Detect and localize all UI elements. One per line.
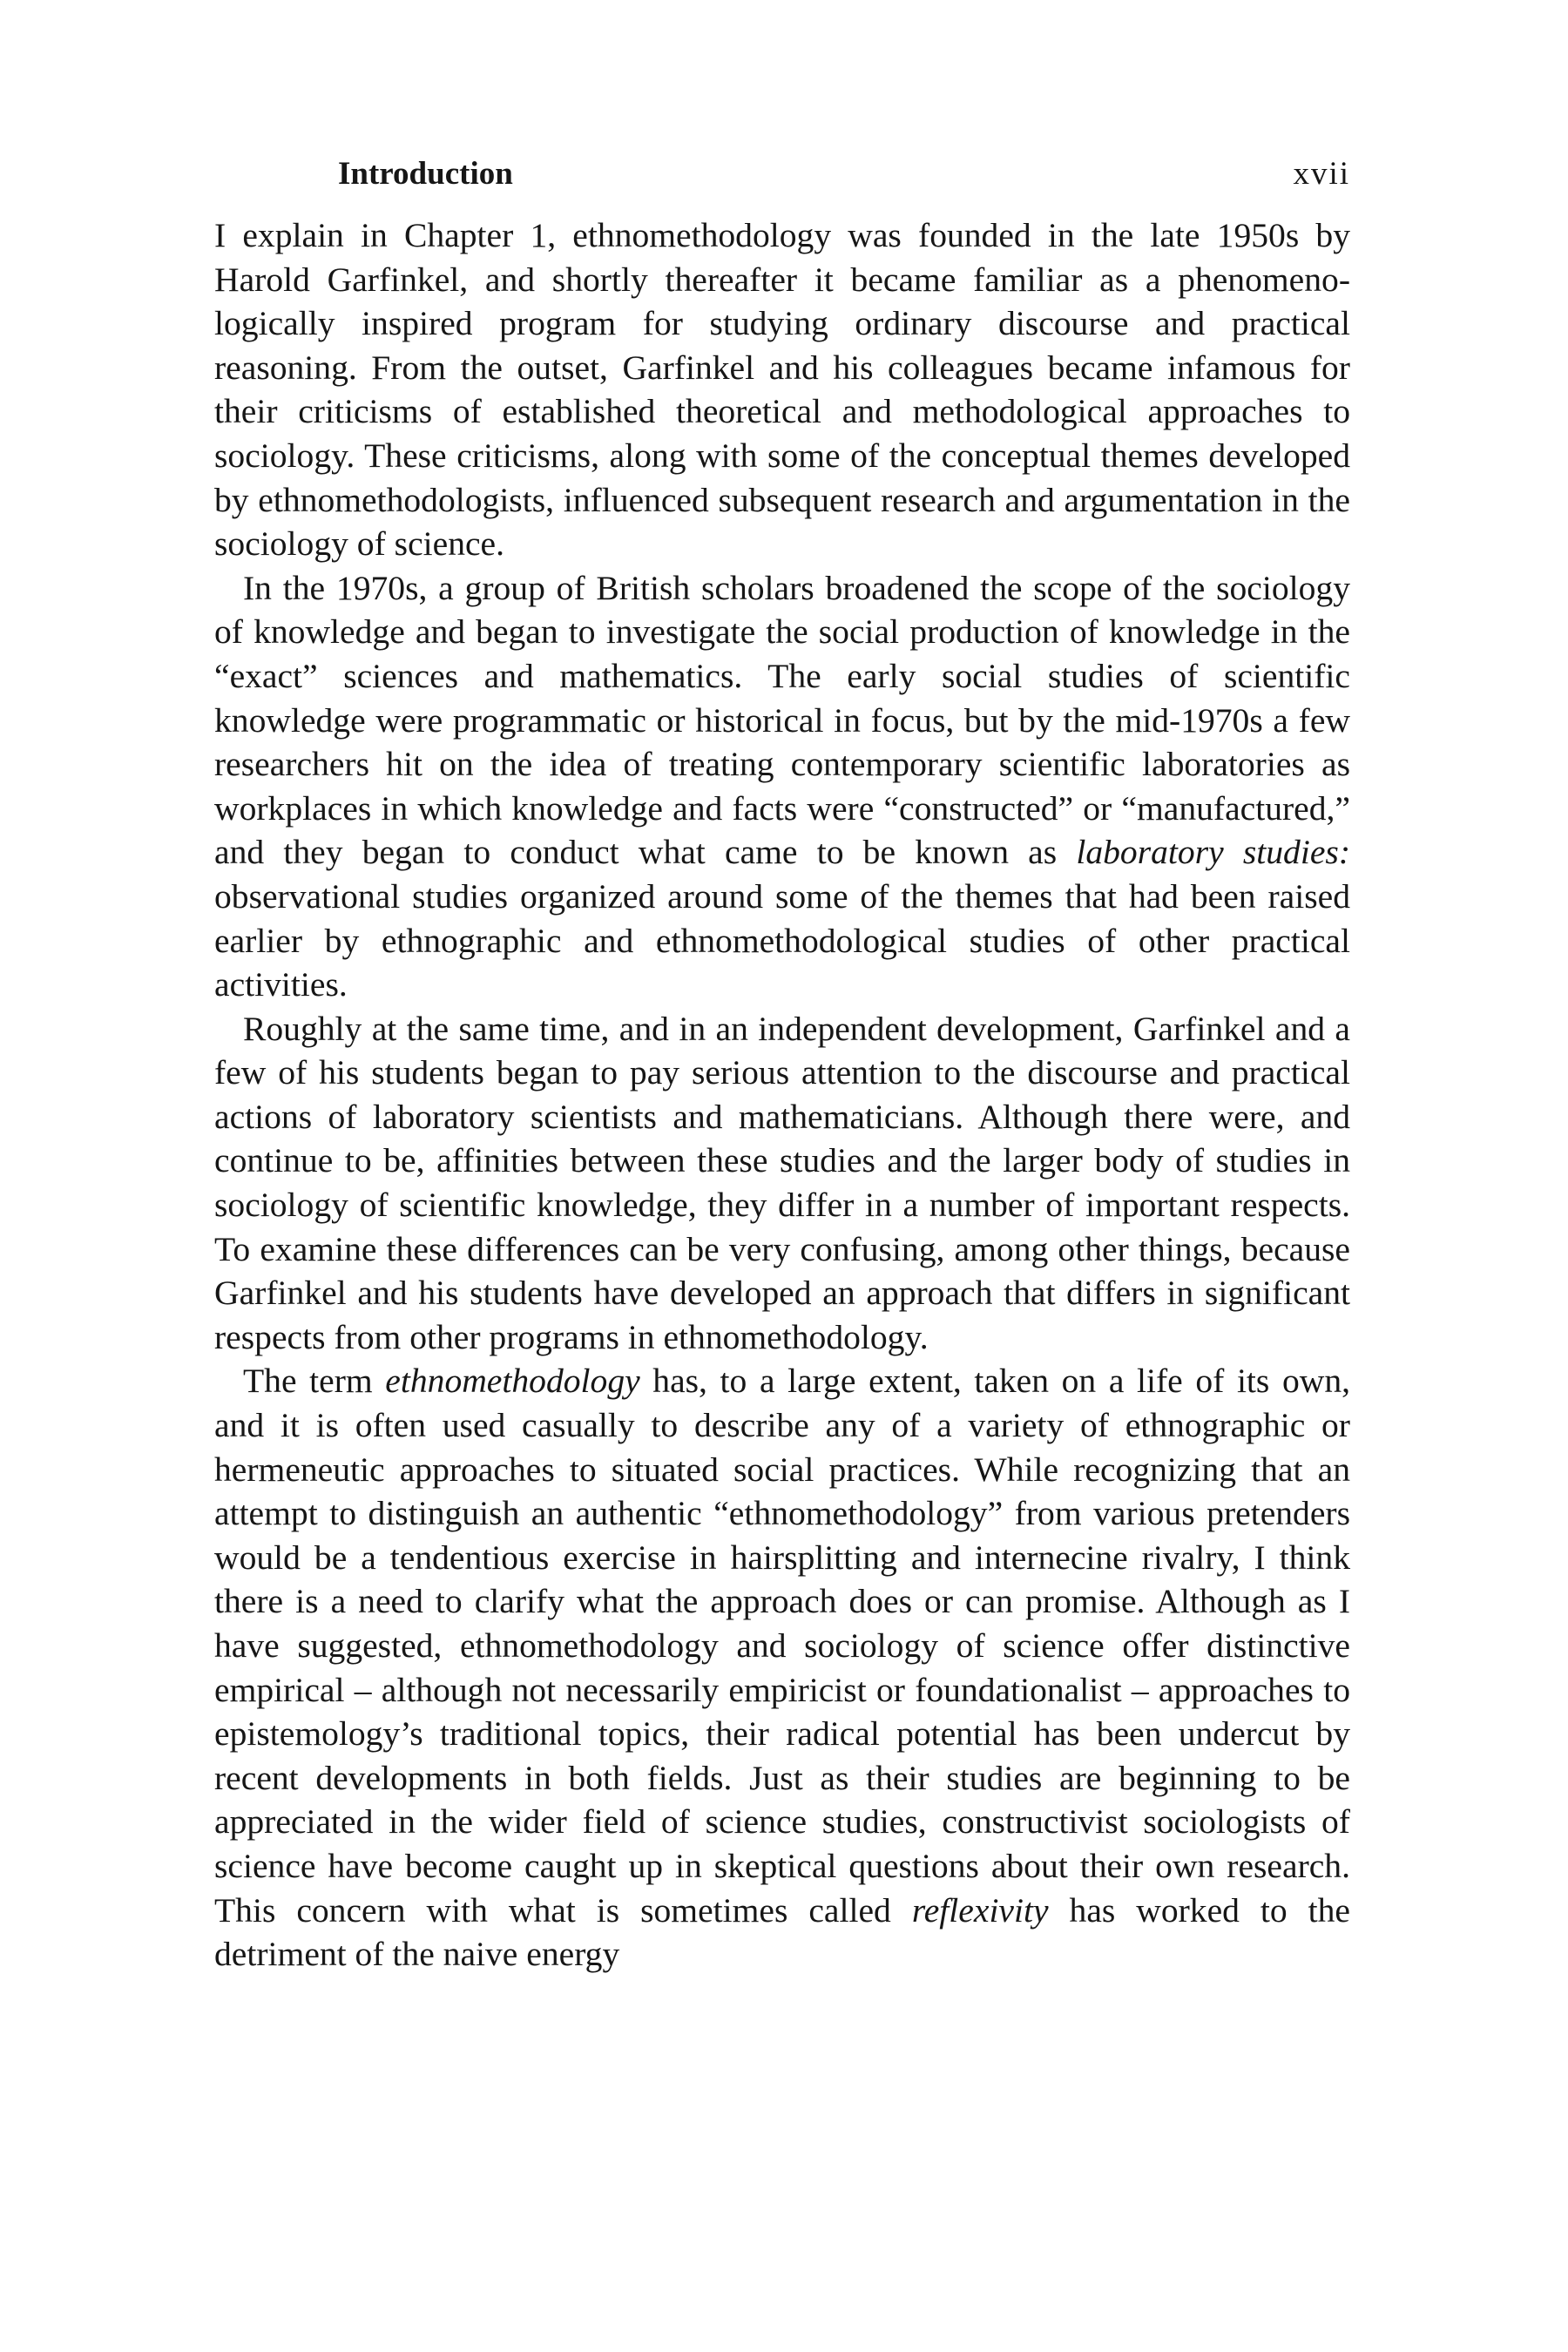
paragraph-2 <box>214 566 1350 1007</box>
paragraph-1: I explain in Chapter 1, ethnomethodology was founded in the late 1950s by Harold Garfinkel, and shortly thereafter it became familiar as a phenomenologically inspired program for studying ordinary discourse and practical reasoning. From the outset, Garfinkel and his colleagues became infamous for their criticisms of established theoretical and methodological approaches to sociology. These criticisms, along with some of the conceptual themes developed by ethnomethodologists, influenced subsequent research and argumentation in the sociology of science. <box>214 216 1350 564</box>
paragraph-2-emphasis: laboratory studies: <box>1076 833 1350 872</box>
page-number: xvii <box>1293 156 1350 192</box>
paragraph-4-text-middle: has, to a large extent, taken on a life of its own, and it is often used casually to describe any of a variety of ethnographic or hermeneutic approaches to situated social practices. While recognizing that an attempt to distinguish an authentic “ethnomethodology” from various pretenders would be a tendentious exercise in hairsplitting and internecine rivalry, I think there is a need to clarify what the approach does or can promise. Although as I have suggested, ethnomethodology and sociology of science offer distinctive empirical – although not necessarily empiricist or foundationalist – approaches to epistemology’s traditional topics, their radical potential has been undercut by recent developments in both fields. Just as their studies are beginning to be appreciated in the wider field of science studies, constructivist sociologists of science have become caught up in skeptical questions about their own research. This concern with what is sometimes called <box>214 1362 1350 1930</box>
paragraph-4 <box>214 1359 1350 1976</box>
paragraph-2-text-after: observational studies organized around some of the themes that had been raised earlier by ethnographic and ethnomethodological studies of other practical activities. <box>214 876 1350 1004</box>
body-text <box>214 213 1350 1977</box>
paragraph-4-text-before: The term <box>243 1362 386 1401</box>
paragraph-2-text-before: In the 1970s, a group of British scholars broadened the scope of the sociology of knowledge and began to investigate the social production of knowledge in the “exact” sciences and mathematics. The early social studies of scientific knowledge were programmatic or historical in focus, but by the mid-1970s a few researchers hit on the idea of treating contemporary scientific laboratories as workplaces in which knowledge and facts were “constructed” or “manufactured,” and they began to conduct what came to be known as <box>214 568 1350 872</box>
paragraph-4-emphasis-2: reflexivity <box>911 1890 1049 1930</box>
running-head <box>338 148 1350 200</box>
paragraph-3: Roughly at the same time, and in an independent development, Garfinkel and a few of his students began to pay serious attention to the discourse and practical actions of laboratory scientists and mathematicians. Although there were, and continue to be, affinities between these studies and the larger body of studies in sociology of scientific knowledge, they differ in a number of important respects. To examine these differences can be very confusing, among other things, because Garfinkel and his students have developed an approach that differs in significant respects from other programs in ethnomethodology. <box>214 1009 1350 1356</box>
paragraph-4-emphasis: ethnomethodology <box>385 1362 640 1401</box>
paragraph-4-text-after: has worked to the detriment of the naive energy <box>214 1890 1350 1974</box>
section-title: Introduction <box>338 156 513 192</box>
